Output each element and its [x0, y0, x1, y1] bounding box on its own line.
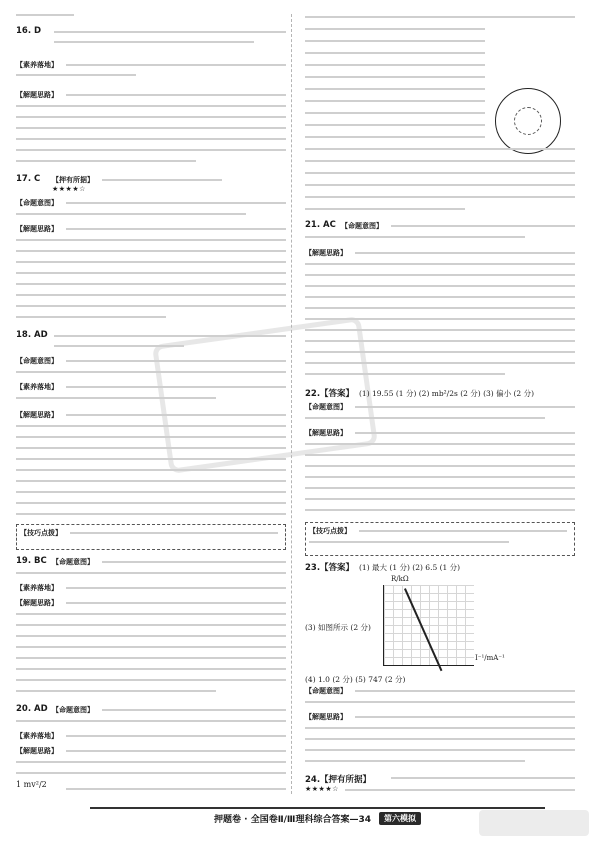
- text-line: [345, 789, 575, 791]
- text-line: [66, 202, 286, 204]
- text-line: [391, 777, 575, 779]
- text-line: [16, 239, 286, 241]
- text-line: [16, 213, 246, 215]
- item-19-head: 19. BC: [16, 556, 47, 566]
- footer-label: 押题卷 · 全国卷Ⅱ/Ⅲ理科综合答案—34: [214, 814, 371, 825]
- text-line: [305, 184, 575, 186]
- text-line: [16, 436, 286, 438]
- item-16-head: 16. D: [16, 26, 42, 36]
- text-line: [305, 749, 575, 751]
- text-line: [16, 646, 286, 648]
- item-22-head: 22.【答案】: [305, 389, 355, 399]
- text-line: [355, 432, 575, 434]
- text-line: [305, 318, 575, 320]
- text-line: [309, 541, 509, 543]
- text-line: [305, 454, 575, 456]
- text-line: [305, 64, 485, 66]
- text-line: [66, 228, 286, 230]
- text-line: [16, 624, 286, 626]
- text-line: [305, 274, 575, 276]
- text-line: [54, 335, 286, 337]
- text-line: [305, 124, 485, 126]
- text-line: [305, 340, 575, 342]
- text-line: [355, 406, 575, 408]
- rating-stars: ★★★★☆: [52, 185, 86, 193]
- text-line: [66, 386, 286, 388]
- text-line: [70, 532, 278, 534]
- text-line: [16, 116, 286, 118]
- text-line: [355, 690, 575, 692]
- text-line: [16, 14, 74, 16]
- text-line: [305, 76, 485, 78]
- text-line: [305, 16, 575, 18]
- text-line: [16, 480, 286, 482]
- text-line: [305, 172, 575, 174]
- text-line: [16, 272, 286, 274]
- item-18-head: 18. AD: [16, 330, 48, 340]
- answer-22-line: (1) 19.55 (1 分) (2) mb²/2s (2 分) (3) 偏小 (2 分): [359, 389, 535, 398]
- text-line: [305, 28, 485, 30]
- corner-logo: [479, 810, 589, 836]
- text-line: [16, 458, 286, 460]
- text-line: [16, 635, 286, 637]
- text-line: [16, 138, 286, 140]
- text-line: [16, 491, 286, 493]
- text-line: [359, 530, 567, 532]
- column-divider: [291, 14, 292, 794]
- text-line: [305, 40, 485, 42]
- text-line: [305, 487, 575, 489]
- item-20-head: 20. AD: [16, 704, 48, 714]
- text-line: [16, 572, 286, 574]
- text-line: [66, 750, 286, 752]
- text-line: [305, 727, 575, 729]
- text-line: [54, 41, 254, 43]
- text-line: [16, 425, 286, 427]
- text-line: [355, 716, 575, 718]
- text-line: [54, 345, 184, 347]
- text-line: [66, 735, 286, 737]
- text-line: [102, 709, 286, 711]
- text-line: [305, 236, 525, 238]
- text-line: [305, 88, 485, 90]
- answer-23-line: (1) 最大 (1 分) (2) 6.5 (1 分): [359, 563, 461, 572]
- resistance-current-graph: [383, 585, 474, 666]
- text-line: [16, 397, 216, 399]
- text-line: [305, 100, 485, 102]
- text-line: [305, 701, 575, 703]
- item-23-head: 23.【答案】: [305, 563, 355, 573]
- text-line: [66, 602, 286, 604]
- formula: 1 mv²/2: [16, 780, 47, 789]
- text-line: [305, 465, 575, 467]
- text-line: [16, 690, 216, 692]
- graph-line: [404, 588, 442, 671]
- footer-badge: 第六模拟: [379, 812, 421, 825]
- text-line: [16, 160, 196, 162]
- text-line: [16, 668, 286, 670]
- text-line: [305, 476, 575, 478]
- text-line: [305, 196, 575, 198]
- text-line: [102, 179, 222, 181]
- text-line: [66, 788, 286, 790]
- text-line: [16, 513, 286, 515]
- text-line: [355, 252, 575, 254]
- right-column: 21. AC 【命题意图】 【解题思路】 22.【答案】 (1) 19.55 (1 分) (2) mb²/2s (2 分) (3) 偏小 (2 分) 【命题意图】 【解题思路】 【技巧点拨】 23.【答案】 (1) 最大 (1 分) (2) 6.5 (1 分) R/kΩ I⁻¹/mA⁻¹ (3) 如图所示 (2 分) (4) 1.0 (2 分) (5) 747 (2 分) 【命题意图】 【解题思路】 24.【押有所据】 ★★★★☆: [305, 10, 577, 798]
- circle-figure: [495, 88, 561, 154]
- text-line: [66, 414, 286, 416]
- text-line: [16, 720, 286, 722]
- text-line: [54, 31, 286, 33]
- text-line: [305, 760, 525, 762]
- text-line: [305, 136, 485, 138]
- text-line: [16, 250, 286, 252]
- graph-x-label: I⁻¹/mA⁻¹: [475, 654, 505, 662]
- text-line: [16, 772, 286, 774]
- text-line: [305, 160, 575, 162]
- left-column: 16. D 【素养落地】 【解题思路】 17. C 【押有所据】 ★★★★☆ 【命题意图】 【解题思路】 18. AD 【命题意图】 【素养落地】 【解题思路】 【技巧点拨】 19. BC 【命题意图】 【素养落地】 【解题思路】 20. AD 【命题意图】 【素养落地】 【解题思路】 1 mv²/2: [16, 10, 288, 798]
- text-line: [305, 329, 575, 331]
- graph-y-label: R/kΩ: [391, 575, 409, 583]
- item-24-head: 24.【押有所据】: [305, 775, 372, 785]
- text-line: [305, 263, 575, 265]
- text-line: [16, 469, 286, 471]
- text-line: [16, 761, 286, 763]
- page-footer: [90, 807, 545, 827]
- rating-stars: ★★★★☆: [305, 785, 339, 793]
- text-line: [16, 283, 286, 285]
- text-line: [16, 502, 286, 504]
- text-line: [305, 307, 575, 309]
- text-line: [305, 208, 465, 210]
- text-line: [305, 285, 575, 287]
- answer-23-line: (4) 1.0 (2 分) (5) 747 (2 分): [305, 675, 406, 684]
- text-line: [305, 738, 575, 740]
- text-line: [66, 587, 286, 589]
- text-line: [16, 657, 286, 659]
- text-line: [305, 52, 485, 54]
- text-line: [16, 305, 286, 307]
- text-line: [305, 373, 505, 375]
- text-line: [305, 148, 575, 150]
- text-line: [16, 294, 286, 296]
- text-line: [305, 509, 575, 511]
- text-line: [16, 261, 286, 263]
- text-line: [16, 127, 286, 129]
- text-line: [391, 225, 575, 227]
- item-17-head: 17. C: [16, 174, 41, 184]
- text-line: [305, 351, 575, 353]
- text-line: [66, 360, 286, 362]
- text-line: [305, 362, 575, 364]
- text-line: [305, 296, 575, 298]
- text-line: [16, 371, 286, 373]
- text-line: [16, 447, 286, 449]
- text-line: [16, 149, 286, 151]
- text-line: [305, 417, 545, 419]
- text-line: [305, 498, 575, 500]
- text-line: [16, 105, 286, 107]
- answer-23-line: (3) 如图所示 (2 分): [305, 623, 371, 632]
- text-line: [16, 613, 286, 615]
- text-line: [66, 64, 286, 66]
- text-line: [16, 679, 286, 681]
- text-line: [16, 316, 166, 318]
- text-line: [305, 112, 485, 114]
- text-line: [102, 561, 286, 563]
- item-21-head: 21. AC: [305, 220, 336, 230]
- text-line: [16, 74, 136, 76]
- text-line: [305, 443, 575, 445]
- text-line: [66, 94, 286, 96]
